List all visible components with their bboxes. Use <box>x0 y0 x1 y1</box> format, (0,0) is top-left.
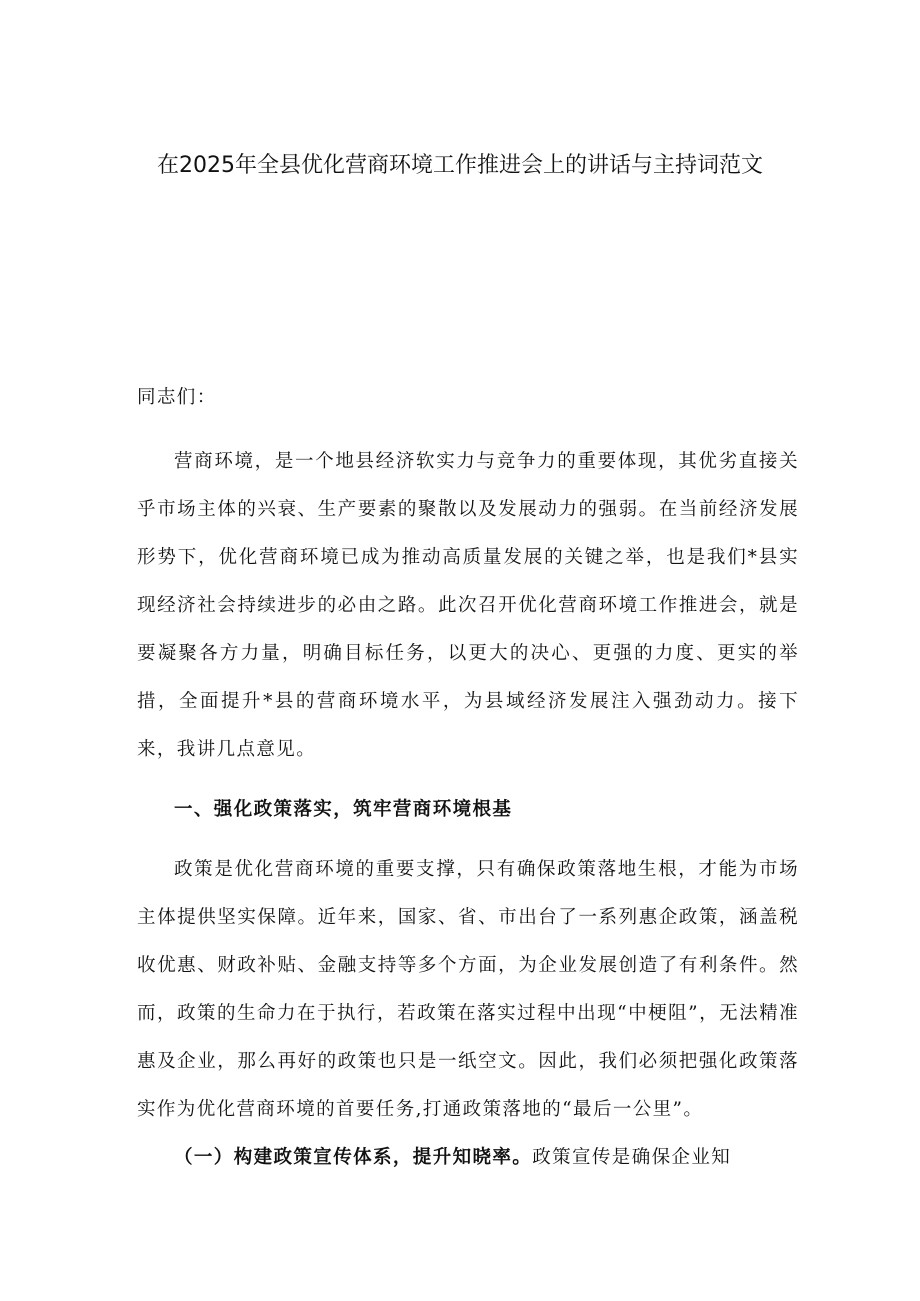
subsection-1-text: 政策宣传是确保企业知 <box>532 1147 732 1168</box>
section-heading-1: 一、强化政策落实，筑牢营商环境根基 <box>174 799 513 820</box>
salutation: 同志们： <box>137 387 217 408</box>
subsection-1-lead: （一）构建政策宣传体系，提升知晓率。 <box>174 1147 533 1168</box>
paragraph-policy: 政策是优化营商环境的重要支撑，只有确保政策落地生根，才能为市场主体提供坚实保障。近年来，国家、省、市出台了一系列惠企政策，涵盖税收优惠、财政补贴、金融支持等多个方面，为企业发展创造了有利条件。然而，政策的生命力在于执行，若政策在落实过程中出现“中梗阻”，无法精准惠及企业，那么再好的政策也只是一纸空文。因此，我们必须把强化政策落实作为优化营商环境的首要任务,打通政策落地的“最后一公里”。 <box>137 859 799 1120</box>
paragraph-intro: 营商环境，是一个地县经济软实力与竞争力的重要体现，其优劣直接关乎市场主体的兴衰、生产要素的聚散以及发展动力的强弱。在当前经济发展形势下，优化营商环境已成为推动高质量发展的关键之举，也是我们*县实现经济社会持续进步的必由之路。此次召开优化营商环境工作推进会，就是要凝聚各方力量，明确目标任务，以更大的决心、更强的力度、更实的举措，全面提升*县的营商环境水平，为县域经济发展注入强劲动力。接下来，我讲几点意见。 <box>137 451 799 760</box>
subsection-1 <box>137 1134 799 1182</box>
document-title: 在2025年全县优化营商环境工作推进会上的讲话与主持词范文 <box>157 153 763 178</box>
document-body <box>137 374 799 1182</box>
